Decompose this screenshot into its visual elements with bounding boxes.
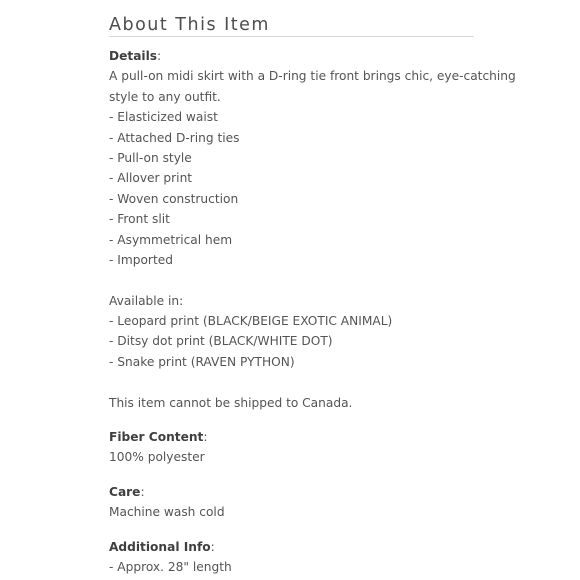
feature-item: - Attached D-ring ties (109, 130, 240, 145)
block-gap (109, 523, 474, 537)
variant-item: - Snake print (RAVEN PYTHON) (109, 354, 295, 369)
details-heading (109, 46, 474, 66)
blank-line (109, 270, 474, 290)
additional-heading (109, 537, 474, 557)
section-title: About This Item (109, 15, 270, 35)
feature-item: - Asymmetrical hem (109, 232, 233, 247)
feature-item: - Pull-on style (109, 150, 192, 165)
shipping-note: This item cannot be shipped to Canada. (109, 395, 353, 410)
care-label: Care (109, 484, 141, 499)
block-gap (109, 413, 474, 427)
description-line: A pull-on midi skirt with a D-ring tie front brings chic, eye-catching (109, 69, 516, 84)
additional-colon: : (210, 539, 215, 554)
blank-line (109, 372, 474, 392)
feature-item: - Front slit (109, 212, 170, 227)
variant-item: - Ditsy dot print (BLACK/WHITE DOT) (109, 334, 333, 349)
fiber-colon: : (203, 430, 208, 445)
block-gap (109, 468, 474, 482)
fiber-heading (109, 427, 474, 447)
care-value: Machine wash cold (109, 505, 225, 520)
feature-item: - Woven construction (109, 191, 239, 206)
additional-value: - Approx. 28" length (109, 559, 232, 574)
details-label: Details (109, 49, 158, 63)
feature-item: - Imported (109, 252, 173, 267)
item-details-content (109, 46, 516, 577)
description-line: style to any outfit. (109, 89, 221, 104)
available-heading: Available in: (109, 293, 184, 308)
variant-item: - Leopard print (BLACK/BEIGE EXOTIC ANIMAL) (109, 314, 393, 329)
fiber-value: 100% polyester (109, 450, 205, 465)
care-heading (109, 482, 474, 502)
feature-item: - Elasticized waist (109, 110, 218, 125)
care-colon: : (140, 484, 145, 499)
feature-item: - Allover print (109, 171, 193, 186)
details-colon: : (157, 49, 162, 63)
title-divider (109, 36, 474, 37)
fiber-label: Fiber Content (109, 430, 204, 445)
additional-label: Additional Info (109, 539, 211, 554)
